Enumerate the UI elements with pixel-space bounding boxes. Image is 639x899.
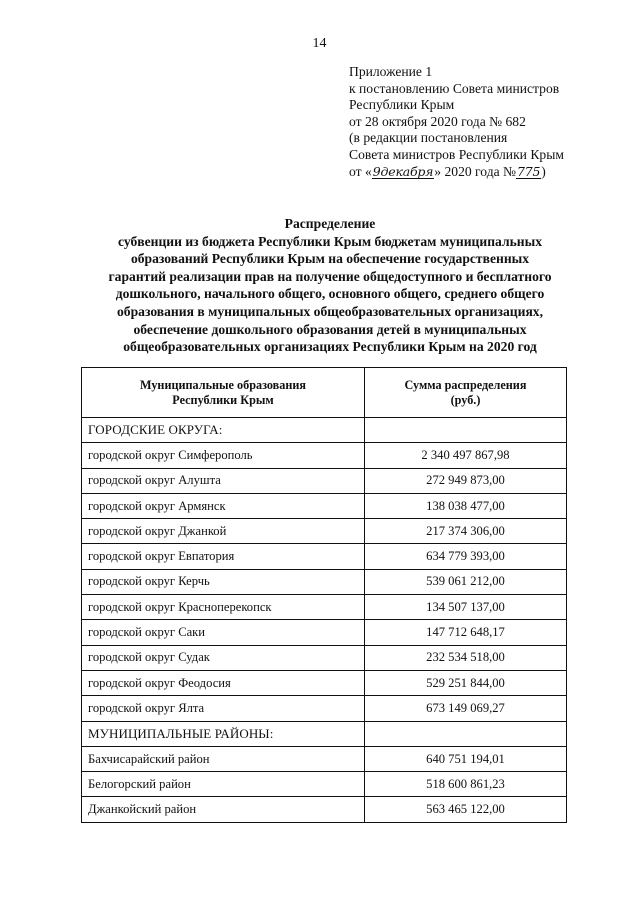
header-line: Сумма распределения <box>404 377 527 392</box>
distribution-sum: 2 340 497 867,98 <box>365 443 567 468</box>
title-line: гарантий реализации прав на получение общедоступного и бесплатного <box>108 268 552 284</box>
section-label: ГОРОДСКИЕ ОКРУГА: <box>82 418 365 443</box>
title-line: Распределение <box>284 216 376 231</box>
appendix-middle: 2020 года № <box>444 163 517 179</box>
page-number: 14 <box>312 36 327 51</box>
appendix-line: Республики Крым <box>349 97 455 113</box>
municipality-name: Джанкойский район <box>82 797 365 822</box>
header-municipality <box>82 368 365 418</box>
table-section-row <box>82 418 567 443</box>
table-row <box>82 797 567 822</box>
appendix-line: Приложение 1 <box>349 64 433 79</box>
handwritten-date: 9декабря <box>372 163 434 179</box>
table-row <box>82 670 567 695</box>
distribution-sum: 634 779 393,00 <box>365 544 567 569</box>
distribution-sum: 563 465 122,00 <box>365 797 567 822</box>
table-section-row <box>82 721 567 746</box>
distribution-sum: 518 600 861,23 <box>365 772 567 797</box>
table-row <box>82 696 567 721</box>
table-row <box>82 544 567 569</box>
quote-close: » <box>434 163 442 179</box>
appendix-line: Совета министров Республики Крым <box>349 146 564 162</box>
title-line: обеспечение дошкольного образования детей в муниципальных <box>133 321 527 337</box>
distribution-sum: 673 149 069,27 <box>365 696 567 721</box>
table-row <box>82 443 567 468</box>
appendix-block <box>349 64 564 180</box>
appendix-line: к постановлению Совета министров <box>349 80 560 96</box>
distribution-sum: 640 751 194,01 <box>365 746 567 771</box>
distribution-sum: 529 251 844,00 <box>365 670 567 695</box>
table-body <box>82 418 567 823</box>
municipality-name: городской округ Судак <box>82 645 365 670</box>
distribution-sum: 272 949 873,00 <box>365 468 567 493</box>
municipality-name: городской округ Симферополь <box>82 443 365 468</box>
appendix-line: от 28 октября 2020 года № 682 <box>349 113 526 129</box>
header-line: Муниципальные образования <box>139 377 306 392</box>
municipality-name: городской округ Армянск <box>82 493 365 518</box>
table-row <box>82 772 567 797</box>
municipality-name: городской округ Феодосия <box>82 670 365 695</box>
distribution-sum: 134 507 137,00 <box>365 595 567 620</box>
table-row <box>82 746 567 771</box>
municipality-name: городской округ Саки <box>82 620 365 645</box>
distribution-sum: 539 061 212,00 <box>365 569 567 594</box>
distribution-sum: 232 534 518,00 <box>365 645 567 670</box>
paren-close: ) <box>541 163 546 179</box>
municipality-name: городской округ Евпатория <box>82 544 365 569</box>
distribution-table <box>81 367 567 823</box>
table-row <box>82 595 567 620</box>
header-line: Республики Крым <box>172 392 274 407</box>
table-header-row <box>82 368 567 418</box>
municipality-name: городской округ Керчь <box>82 569 365 594</box>
municipality-name: Белогорский район <box>82 772 365 797</box>
municipality-name: городской округ Красноперекопск <box>82 595 365 620</box>
section-label: МУНИЦИПАЛЬНЫЕ РАЙОНЫ: <box>82 721 365 746</box>
handwritten-number: 775 <box>517 163 541 179</box>
appendix-line: (в редакции постановления <box>349 130 508 146</box>
table-row <box>82 493 567 518</box>
document-title <box>40 215 620 356</box>
title-line: дошкольного, начального общего, основного общего, среднего общего <box>115 286 545 302</box>
distribution-sum: 217 374 306,00 <box>365 519 567 544</box>
table-row <box>82 519 567 544</box>
municipality-name: городской округ Джанкой <box>82 519 365 544</box>
header-sum <box>365 368 567 418</box>
distribution-sum: 138 038 477,00 <box>365 493 567 518</box>
distribution-sum: 147 712 648,17 <box>365 620 567 645</box>
appendix-prefix: от « <box>349 163 372 179</box>
distribution-sum <box>365 721 567 746</box>
title-line: общеобразовательных организациях Республики Крым на 2020 год <box>123 339 537 355</box>
title-line: субвенции из бюджета Республики Крым бюджетам муниципальных <box>117 233 543 249</box>
title-line: образования в муниципальных общеобразовательных организациях, <box>117 303 543 319</box>
table-row <box>82 569 567 594</box>
distribution-sum <box>365 418 567 443</box>
municipality-name: Бахчисарайский район <box>82 746 365 771</box>
municipality-name: городской округ Ялта <box>82 696 365 721</box>
municipality-name: городской округ Алушта <box>82 468 365 493</box>
table-row <box>82 468 567 493</box>
appendix-line-handwritten <box>349 164 564 181</box>
table-row <box>82 620 567 645</box>
table-row <box>82 645 567 670</box>
header-line: (руб.) <box>450 392 481 407</box>
title-line: образований Республики Крым на обеспечение государственных <box>130 251 530 267</box>
